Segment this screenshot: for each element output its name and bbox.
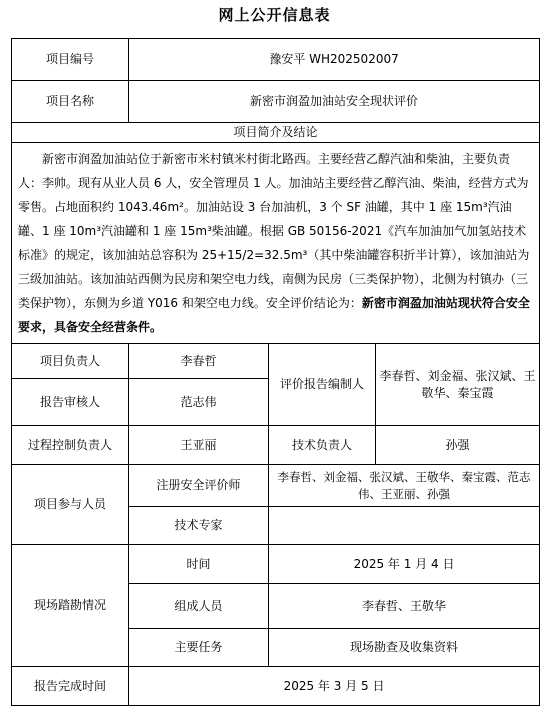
expert-value [269, 507, 540, 545]
row-process-control [12, 426, 540, 465]
registered-value: 李春哲、刘金福、张汉斌、王敬华、秦宝霞、范志伟、王亚丽、孙强 [269, 465, 540, 507]
leader-label: 项目负责人 [12, 344, 129, 379]
row-report-date [12, 667, 540, 706]
survey-task-label: 主要任务 [129, 629, 269, 667]
row-project-name [12, 81, 540, 123]
survey-time-value: 2025 年 1 月 4 日 [269, 545, 540, 584]
row-intro [12, 143, 540, 344]
registered-label: 注册安全评价师 [129, 465, 269, 507]
reviewer-value: 范志伟 [129, 379, 269, 426]
intro-conclusion: 新密市润盈加油站现状符合安全要求，具备安全经营条件。 [18, 296, 530, 334]
survey-members-value: 李春哲、王敬华 [269, 584, 540, 629]
survey-members-label: 组成人员 [129, 584, 269, 629]
row-survey-time [12, 545, 540, 584]
report-editor-value: 李春哲、刘金福、张汉斌、王敬华、秦宝霞 [376, 344, 540, 426]
process-control-value: 王亚丽 [129, 426, 269, 465]
info-table [11, 38, 540, 706]
site-survey-label: 现场踏勘情况 [12, 545, 129, 667]
report-editor-label: 评价报告编制人 [269, 344, 376, 426]
participants-label: 项目参与人员 [12, 465, 129, 545]
row-project-no [12, 39, 540, 81]
intro-text-cell [12, 143, 540, 344]
leader-value: 李春哲 [129, 344, 269, 379]
tech-lead-value: 孙强 [376, 426, 540, 465]
row-participants-registered [12, 465, 540, 507]
reviewer-label: 报告审核人 [12, 379, 129, 426]
page-title: 网上公开信息表 [218, 6, 331, 24]
expert-label: 技术专家 [129, 507, 269, 545]
report-date-value: 2025 年 3 月 5 日 [129, 667, 540, 706]
row-leader [12, 344, 540, 379]
survey-task-value: 现场勘查及收集资料 [269, 629, 540, 667]
intro-text: 新密市润盈加油站位于新密市米村镇米村街北路西。主要经营乙醇汽油和柴油，主要负责人：李帅。现有从业人员 6 人，安全管理员 1 人。加油站主要经营乙醇汽油、柴油，经营方式为零售。占地面积约 1043.46m²。加油站设 3 台加油机，3 个 SF 油罐，其中 1 座 15m³汽油罐、1 座 10m³汽油罐和 1 座 15m³柴油罐。根据 GB 50156-2021《汽车加油加气加氢站技术标准》的规定，该加油站总容积为 25+15/2=32.5m³（其中柴油罐容积折半计算），该加油站为三级加油站。该加油站西侧为民房和架空电力线，南侧为民房（三类保护物），北侧为村镇办（三类保护物），东侧为乡道 Y016 和架空电力线。安全评价结论为： [18, 152, 530, 310]
survey-time-label: 时间 [129, 545, 269, 584]
intro-header: 项目简介及结论 [12, 123, 540, 143]
process-control-label: 过程控制负责人 [12, 426, 129, 465]
project-no-value: 豫安平 WH202502007 [129, 39, 540, 81]
project-name-label: 项目名称 [12, 81, 129, 123]
report-date-label: 报告完成时间 [12, 667, 129, 706]
project-no-label: 项目编号 [12, 39, 129, 81]
project-name-value: 新密市润盈加油站安全现状评价 [129, 81, 540, 123]
row-intro-header [12, 123, 540, 143]
tech-lead-label: 技术负责人 [269, 426, 376, 465]
